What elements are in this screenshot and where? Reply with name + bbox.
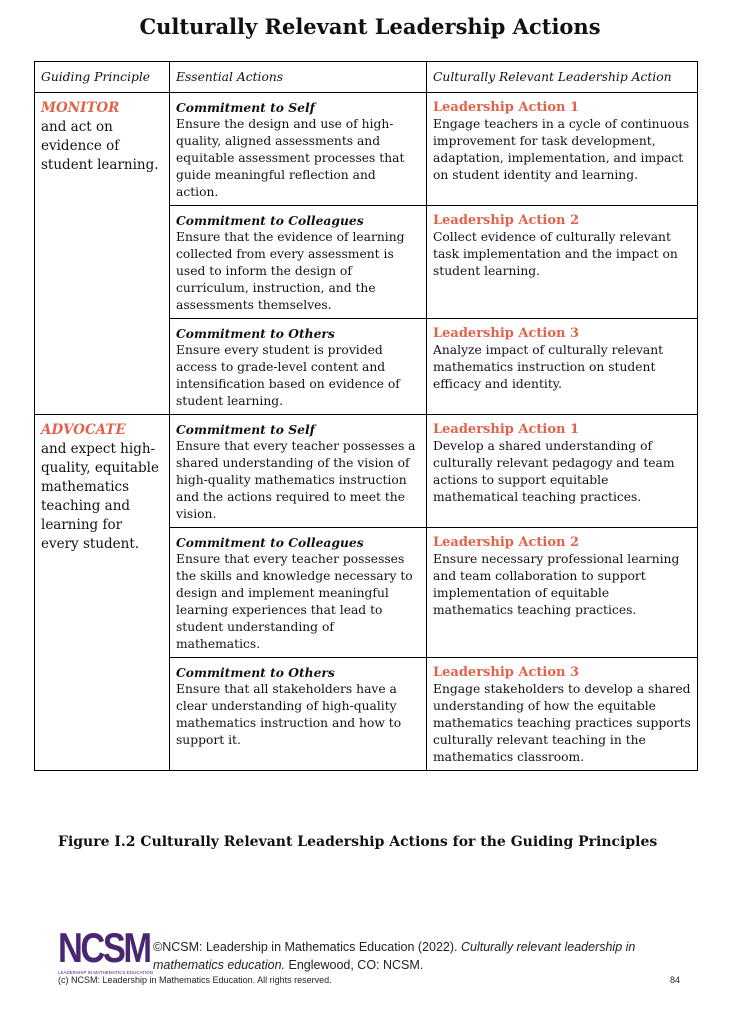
leadership-action-cell <box>427 319 698 415</box>
essential-action-cell <box>170 206 427 319</box>
header-essential-actions: Essential Actions <box>170 62 427 93</box>
principle-description: and expect high-quality, equitable mathematics teaching and learning for every student. <box>41 441 159 552</box>
citation-title: Culturally relevant leadership in mathematics education. <box>153 940 636 972</box>
citation-suffix: Englewood, CO: NCSM. <box>285 958 424 972</box>
leadership-action-label: Leadership Action 3 <box>433 326 580 341</box>
logo-letters: NCSM <box>58 924 150 971</box>
table-header-row <box>35 62 698 93</box>
figure-caption: Figure I.2 Culturally Relevant Leadership Actions for the Guiding Principles <box>58 834 658 850</box>
commitment-label: Commitment to Self <box>176 422 315 437</box>
leadership-actions-table <box>34 61 698 771</box>
table-row <box>35 415 698 528</box>
citation-prefix: ©NCSM: Leadership in Mathematics Education (2022). <box>153 940 461 954</box>
leadership-action-cell <box>427 415 698 528</box>
commitment-label: Commitment to Colleagues <box>176 535 364 550</box>
leadership-action-cell <box>427 93 698 206</box>
commitment-label: Commitment to Others <box>176 665 335 680</box>
essential-action-text: Ensure that all stakeholders have a clear understanding of high-quality mathematics instruction and how to support it. <box>176 682 402 747</box>
essential-action-text: Ensure that every teacher possesses the skills and knowledge necessary to design and implement meaningful learning experiences that lead to student understanding of mathematics. <box>176 552 413 651</box>
leadership-action-label: Leadership Action 1 <box>433 422 580 437</box>
principle-description: and act on evidence of student learning. <box>41 119 159 173</box>
copyright-notice: (c) NCSM: Leadership in Mathematics Education. All rights reserved. <box>58 975 332 985</box>
essential-action-cell <box>170 415 427 528</box>
leadership-action-text: Engage teachers in a cycle of continuous improvement for task development, adaptation, implementation, and impact on student identity and learning. <box>433 117 690 182</box>
principle-key: MONITOR <box>41 100 120 116</box>
header-guiding-principle: Guiding Principle <box>35 62 170 93</box>
page-number: 84 <box>670 975 681 985</box>
principle-key: ADVOCATE <box>41 422 126 438</box>
leadership-action-label: Leadership Action 1 <box>433 100 580 115</box>
commitment-label: Commitment to Self <box>176 100 315 115</box>
leadership-action-cell <box>427 528 698 658</box>
essential-action-text: Ensure every student is provided access to grade-level content and intensification based on evidence of student learning. <box>176 343 400 408</box>
essential-action-cell <box>170 93 427 206</box>
leadership-action-label: Leadership Action 3 <box>433 665 580 680</box>
commitment-label: Commitment to Colleagues <box>176 213 364 228</box>
leadership-action-label: Leadership Action 2 <box>433 535 580 550</box>
essential-action-text: Ensure the design and use of high-quality, aligned assessments and equitable assessment processes that guide meaningful reflection and action. <box>176 117 405 199</box>
table-row <box>35 93 698 206</box>
leadership-action-cell <box>427 206 698 319</box>
leadership-action-label: Leadership Action 2 <box>433 213 580 228</box>
leadership-action-text: Collect evidence of culturally relevant task implementation and the impact on student learning. <box>433 230 678 278</box>
commitment-label: Commitment to Others <box>176 326 335 341</box>
leadership-action-text: Ensure necessary professional learning and team collaboration to support implementation of equitable mathematics teaching practices. <box>433 552 680 617</box>
principle-advocate <box>35 415 170 771</box>
essential-action-cell <box>170 528 427 658</box>
leadership-action-cell <box>427 658 698 771</box>
essential-action-text: Ensure that every teacher possesses a shared understanding of the vision of high-quality mathematics instruction and the actions required to meet the vision. <box>176 439 416 521</box>
logo-tagline: LEADERSHIP IN MATHEMATICS EDUCATION <box>58 970 153 975</box>
principle-monitor <box>35 93 170 415</box>
header-leadership-action: Culturally Relevant Leadership Action <box>427 62 698 93</box>
essential-action-text: Ensure that the evidence of learning collected from every assessment is used to inform the design of curriculum, instruction, and the assessments themselves. <box>176 230 405 312</box>
leadership-action-text: Engage stakeholders to develop a shared understanding of how the equitable mathematics teaching practices supports culturally relevant teaching in the mathematics classroom. <box>433 682 691 764</box>
leadership-action-text: Analyze impact of culturally relevant mathematics instruction on student efficacy and identity. <box>433 343 664 391</box>
page-title: Culturally Relevant Leadership Actions <box>139 14 601 39</box>
essential-action-cell <box>170 658 427 771</box>
essential-action-cell <box>170 319 427 415</box>
leadership-action-text: Develop a shared understanding of culturally relevant pedagogy and team actions to support equitable mathematical teaching practices. <box>433 439 675 504</box>
citation <box>153 938 693 974</box>
ncsm-logo <box>58 920 153 978</box>
